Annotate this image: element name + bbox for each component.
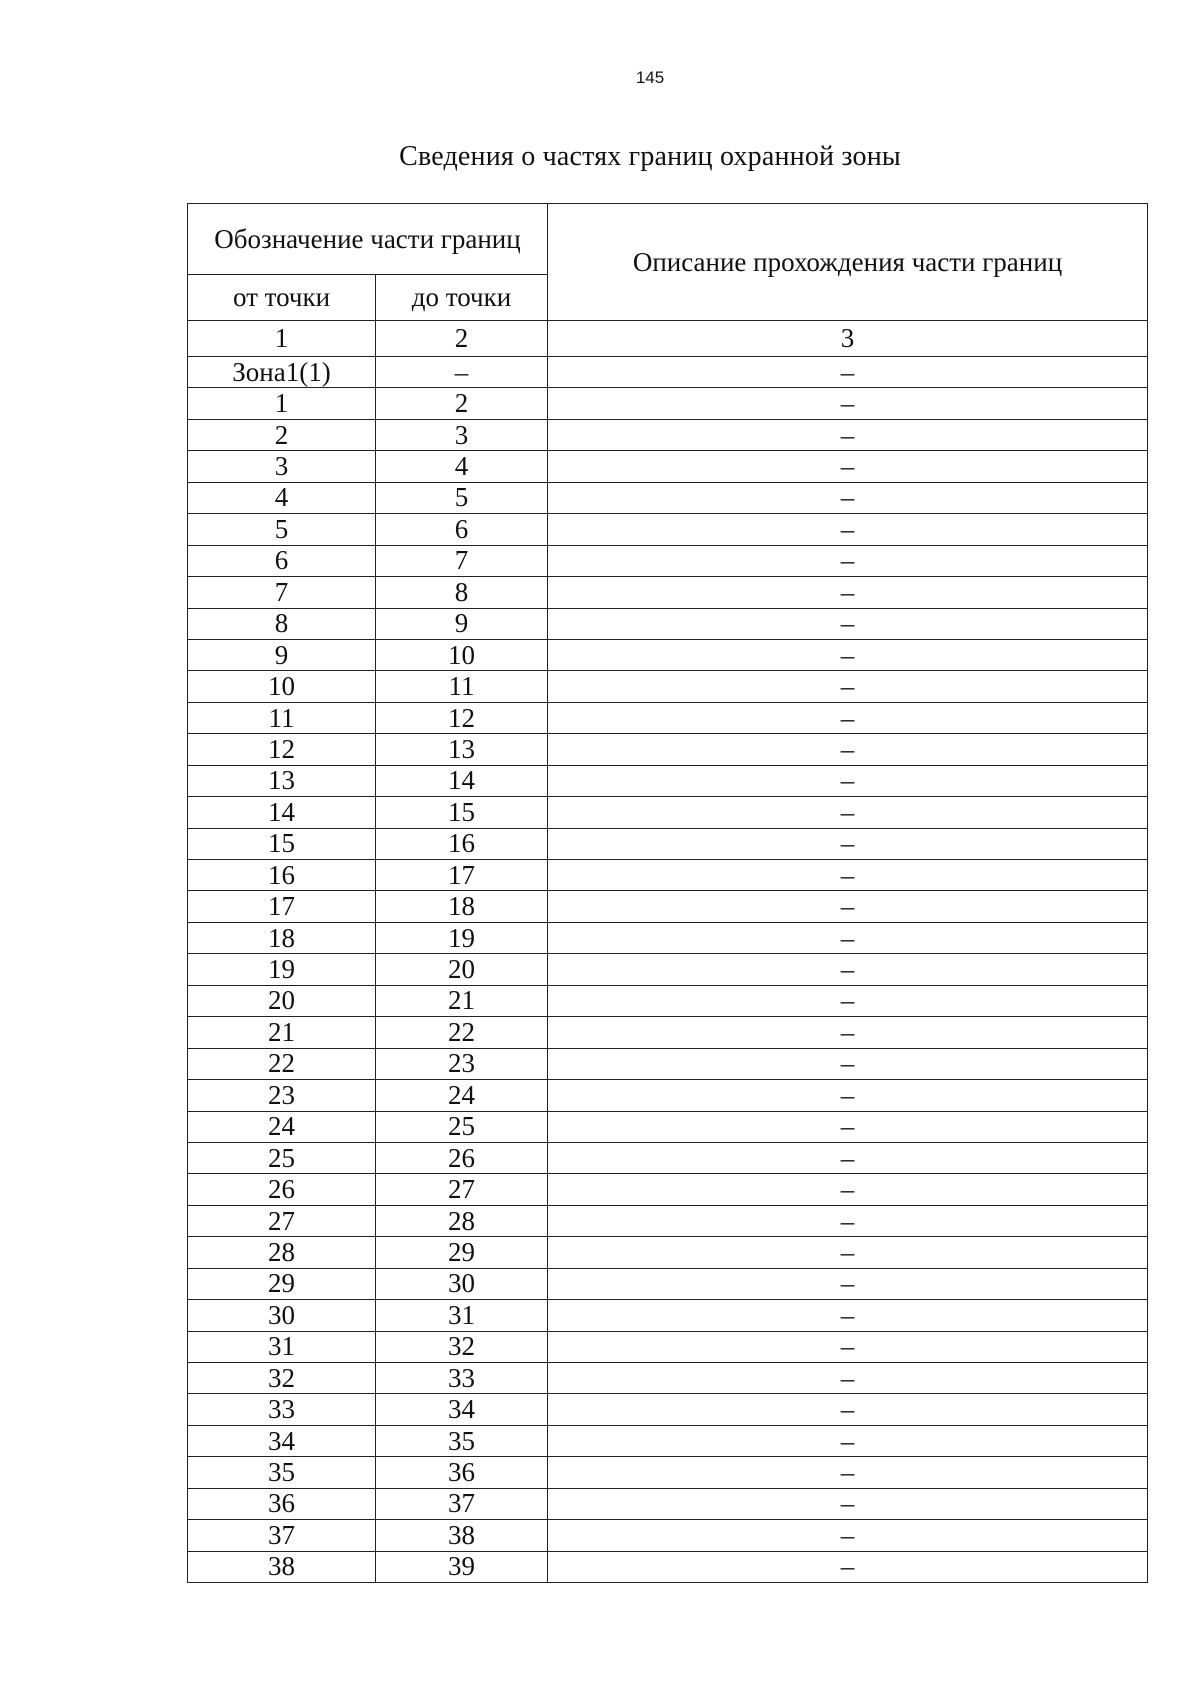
table-row: [188, 1394, 1148, 1425]
table-row: [188, 1080, 1148, 1111]
description-cell: –: [548, 451, 1148, 482]
from-point-cell: 33: [188, 1394, 376, 1425]
description-cell: –: [548, 702, 1148, 733]
to-point-cell: 13: [376, 734, 548, 765]
table-row: [188, 1331, 1148, 1362]
table-row: [188, 922, 1148, 953]
to-point-cell: 25: [376, 1111, 548, 1142]
description-cell: –: [548, 1363, 1148, 1394]
table-row: [188, 451, 1148, 482]
table-row: [188, 357, 1148, 388]
to-point-cell: 30: [376, 1268, 548, 1299]
to-point-cell: –: [376, 357, 548, 388]
to-point-cell: 36: [376, 1457, 548, 1488]
from-point-cell: 26: [188, 1174, 376, 1205]
description-cell: –: [548, 545, 1148, 576]
description-cell: –: [548, 985, 1148, 1016]
to-point-cell: 26: [376, 1142, 548, 1173]
table-row: [188, 1205, 1148, 1236]
table-row: [188, 954, 1148, 985]
description-cell: –: [548, 1457, 1148, 1488]
to-point-cell: 15: [376, 797, 548, 828]
from-point-cell: 14: [188, 797, 376, 828]
to-point-cell: 20: [376, 954, 548, 985]
description-cell: –: [548, 514, 1148, 545]
table-row: [188, 1551, 1148, 1582]
table-row: [188, 734, 1148, 765]
from-point-cell: 23: [188, 1080, 376, 1111]
to-point-cell: 6: [376, 514, 548, 545]
from-point-cell: 8: [188, 608, 376, 639]
to-point-cell: 34: [376, 1394, 548, 1425]
from-point-cell: 11: [188, 702, 376, 733]
to-point-cell: 7: [376, 545, 548, 576]
to-point-cell: 8: [376, 577, 548, 608]
description-cell: –: [548, 1017, 1148, 1048]
header-to-point: до точки: [376, 275, 548, 321]
from-point-cell: 3: [188, 451, 376, 482]
page-title: Сведения о частях границ охранной зоны: [399, 141, 901, 172]
table-row: [188, 1237, 1148, 1268]
to-point-cell: 4: [376, 451, 548, 482]
description-cell: –: [548, 1551, 1148, 1582]
from-point-cell: 16: [188, 860, 376, 891]
from-point-cell: 35: [188, 1457, 376, 1488]
description-cell: –: [548, 1520, 1148, 1551]
to-point-cell: 12: [376, 702, 548, 733]
table-row: [188, 1174, 1148, 1205]
description-cell: –: [548, 1331, 1148, 1362]
to-point-cell: 17: [376, 860, 548, 891]
to-point-cell: 31: [376, 1300, 548, 1331]
table-row: [188, 1142, 1148, 1173]
from-point-cell: 24: [188, 1111, 376, 1142]
description-cell: –: [548, 922, 1148, 953]
description-cell: –: [548, 577, 1148, 608]
to-point-cell: 22: [376, 1017, 548, 1048]
to-point-cell: 9: [376, 608, 548, 639]
from-point-cell: 13: [188, 765, 376, 796]
from-point-cell: 5: [188, 514, 376, 545]
table-row: [188, 1520, 1148, 1551]
table-row: [188, 419, 1148, 450]
table-row: [188, 1300, 1148, 1331]
table-row: [188, 388, 1148, 419]
table-row: [188, 828, 1148, 859]
description-cell: –: [548, 1300, 1148, 1331]
to-point-cell: 18: [376, 891, 548, 922]
description-cell: –: [548, 1488, 1148, 1519]
to-point-cell: 38: [376, 1520, 548, 1551]
from-point-cell: Зона1(1): [188, 357, 376, 388]
from-point-cell: 32: [188, 1363, 376, 1394]
description-cell: –: [548, 639, 1148, 670]
to-point-cell: 29: [376, 1237, 548, 1268]
table-row: [188, 1425, 1148, 1456]
description-cell: –: [548, 765, 1148, 796]
table-row: [188, 608, 1148, 639]
table-row: [188, 891, 1148, 922]
table-row: [188, 985, 1148, 1016]
description-cell: –: [548, 954, 1148, 985]
to-point-cell: 24: [376, 1080, 548, 1111]
from-point-cell: 30: [188, 1300, 376, 1331]
description-cell: –: [548, 860, 1148, 891]
page-number: 145: [635, 68, 665, 87]
from-point-cell: 10: [188, 671, 376, 702]
table-row: [188, 514, 1148, 545]
from-point-cell: 34: [188, 1425, 376, 1456]
column-number: 1: [188, 321, 376, 357]
description-cell: –: [548, 1237, 1148, 1268]
to-point-cell: 35: [376, 1425, 548, 1456]
to-point-cell: 28: [376, 1205, 548, 1236]
description-cell: –: [548, 419, 1148, 450]
from-point-cell: 17: [188, 891, 376, 922]
description-cell: –: [548, 357, 1148, 388]
table-row: [188, 482, 1148, 513]
description-cell: –: [548, 482, 1148, 513]
description-cell: –: [548, 797, 1148, 828]
to-point-cell: 11: [376, 671, 548, 702]
from-point-cell: 36: [188, 1488, 376, 1519]
description-cell: –: [548, 671, 1148, 702]
table-body: [188, 204, 1148, 1583]
table-row: [188, 860, 1148, 891]
table-row: [188, 702, 1148, 733]
table-row: [188, 639, 1148, 670]
column-number: 2: [376, 321, 548, 357]
table-row: [188, 1457, 1148, 1488]
table-row: [188, 577, 1148, 608]
description-cell: –: [548, 1205, 1148, 1236]
from-point-cell: 19: [188, 954, 376, 985]
to-point-cell: 16: [376, 828, 548, 859]
to-point-cell: 14: [376, 765, 548, 796]
description-cell: –: [548, 1394, 1148, 1425]
description-cell: –: [548, 1174, 1148, 1205]
table-row: [188, 1363, 1148, 1394]
from-point-cell: 20: [188, 985, 376, 1016]
to-point-cell: 2: [376, 388, 548, 419]
from-point-cell: 29: [188, 1268, 376, 1299]
header-designation: Обозначение части границ: [188, 204, 548, 275]
description-cell: –: [548, 608, 1148, 639]
from-point-cell: 2: [188, 419, 376, 450]
boundary-parts-table: [187, 203, 1148, 1583]
from-point-cell: 15: [188, 828, 376, 859]
from-point-cell: 22: [188, 1048, 376, 1079]
from-point-cell: 27: [188, 1205, 376, 1236]
table-row: [188, 671, 1148, 702]
description-cell: –: [548, 388, 1148, 419]
from-point-cell: 25: [188, 1142, 376, 1173]
from-point-cell: 38: [188, 1551, 376, 1582]
to-point-cell: 5: [376, 482, 548, 513]
column-number-row: [188, 321, 1148, 357]
header-row: [188, 204, 1148, 275]
table-row: [188, 1268, 1148, 1299]
table-row: [188, 545, 1148, 576]
column-number: 3: [548, 321, 1148, 357]
to-point-cell: 27: [376, 1174, 548, 1205]
description-cell: –: [548, 1268, 1148, 1299]
to-point-cell: 3: [376, 419, 548, 450]
header-from-point: от точки: [188, 275, 376, 321]
table-row: [188, 1048, 1148, 1079]
header-description: Описание прохождения части границ: [548, 204, 1148, 321]
to-point-cell: 19: [376, 922, 548, 953]
from-point-cell: 21: [188, 1017, 376, 1048]
from-point-cell: 12: [188, 734, 376, 765]
from-point-cell: 9: [188, 639, 376, 670]
from-point-cell: 7: [188, 577, 376, 608]
to-point-cell: 10: [376, 639, 548, 670]
table-row: [188, 765, 1148, 796]
to-point-cell: 37: [376, 1488, 548, 1519]
description-cell: –: [548, 1048, 1148, 1079]
to-point-cell: 33: [376, 1363, 548, 1394]
description-cell: –: [548, 734, 1148, 765]
from-point-cell: 31: [188, 1331, 376, 1362]
from-point-cell: 4: [188, 482, 376, 513]
description-cell: –: [548, 1142, 1148, 1173]
from-point-cell: 28: [188, 1237, 376, 1268]
from-point-cell: 37: [188, 1520, 376, 1551]
table-row: [188, 1017, 1148, 1048]
to-point-cell: 39: [376, 1551, 548, 1582]
from-point-cell: 1: [188, 388, 376, 419]
description-cell: –: [548, 1425, 1148, 1456]
description-cell: –: [548, 891, 1148, 922]
to-point-cell: 23: [376, 1048, 548, 1079]
description-cell: –: [548, 828, 1148, 859]
to-point-cell: 32: [376, 1331, 548, 1362]
table-row: [188, 797, 1148, 828]
description-cell: –: [548, 1080, 1148, 1111]
from-point-cell: 6: [188, 545, 376, 576]
description-cell: –: [548, 1111, 1148, 1142]
to-point-cell: 21: [376, 985, 548, 1016]
table-row: [188, 1111, 1148, 1142]
table-row: [188, 1488, 1148, 1519]
from-point-cell: 18: [188, 922, 376, 953]
